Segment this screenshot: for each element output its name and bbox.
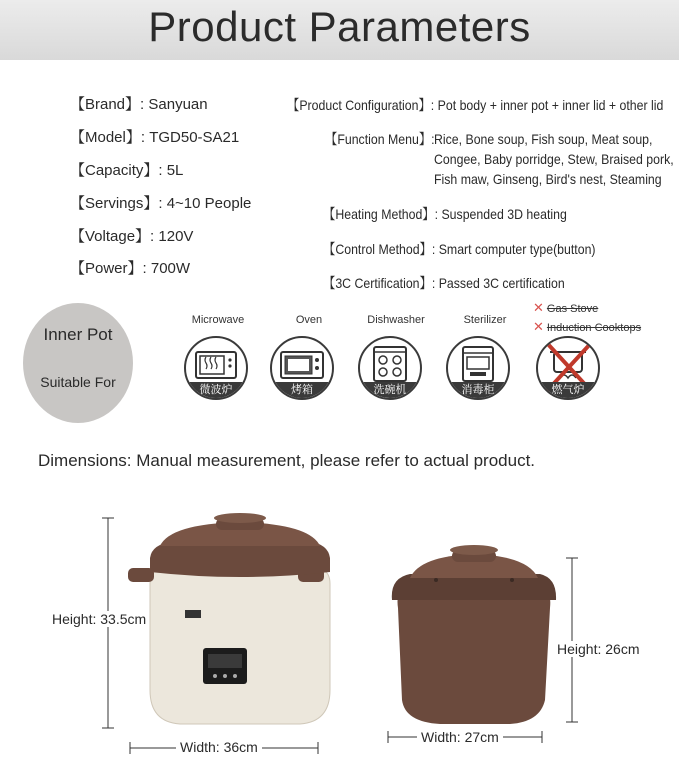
not-suitable-induction xyxy=(533,319,641,335)
dishwasher-zh-label: 洗碗机 xyxy=(360,382,420,400)
inner-height-label: Height: 26cm xyxy=(557,641,640,657)
label-dishwasher: Dishwasher xyxy=(367,314,425,326)
spec-key: 【Brand】: xyxy=(70,96,145,113)
spec-key: 【Model】: xyxy=(70,129,146,146)
spec-value: 700W xyxy=(150,260,191,277)
spec-capacity xyxy=(70,161,183,181)
inner-width-label: Width: 27cm xyxy=(417,729,503,745)
outer-width-label: Width: 36cm xyxy=(176,739,262,755)
slow-cooker-illustration xyxy=(0,460,679,760)
spec-key: 【Voltage】: xyxy=(70,228,155,245)
spec-value: Pot body + inner pot + inner lid + other lid xyxy=(437,97,664,113)
spec-key: 【Capacity】: xyxy=(70,162,163,179)
spec-3c-certification xyxy=(323,273,565,293)
spec-voltage xyxy=(70,227,193,247)
red-x-icon: ✕ xyxy=(533,300,544,315)
oven-zh-label: 烤箱 xyxy=(272,382,332,400)
spec-function-menu-values xyxy=(434,129,674,189)
inner-pot-badge xyxy=(23,303,133,423)
outer-height-label: Height: 33.5cm xyxy=(52,611,147,627)
microwave-icon xyxy=(184,336,248,400)
sterilizer-zh-label: 消毒柜 xyxy=(448,382,508,400)
not-suitable-gas-stove xyxy=(533,300,598,316)
dishwasher-icon xyxy=(358,336,422,400)
red-x-icon: ✕ xyxy=(533,319,544,334)
function-menu-line: Congee, Baby porridge, Stew, Braised pork, xyxy=(434,151,674,167)
page-title: Product Parameters xyxy=(148,3,531,50)
spec-key: 【Servings】: xyxy=(70,195,163,212)
inner-pot-subtitle: Suitable For xyxy=(40,374,116,390)
spec-power xyxy=(70,259,190,279)
label-oven: Oven xyxy=(295,314,323,326)
spec-value: TGD50-SA21 xyxy=(149,129,240,146)
gas-stove-zh-label: 燃气炉 xyxy=(538,382,598,400)
oven-icon xyxy=(270,336,334,400)
spec-value: Smart computer type(button) xyxy=(438,241,596,257)
spec-key: 【3C Certification】: xyxy=(323,275,436,291)
spec-heating-method xyxy=(323,204,567,224)
not-suitable-label: Induction Cooktops xyxy=(546,322,642,334)
spec-value: Sanyuan xyxy=(148,96,208,113)
label-microwave: Microwave xyxy=(191,314,245,326)
spec-model xyxy=(70,128,239,148)
spec-value: Suspended 3D heating xyxy=(441,206,567,222)
sterilizer-icon xyxy=(446,336,510,400)
spec-product-configuration xyxy=(287,95,663,115)
dimensions-note: Dimensions: Manual measurement, please refer to actual product. xyxy=(38,451,536,470)
spec-function-menu-key xyxy=(325,129,435,149)
inner-pot-title: Inner Pot xyxy=(43,325,113,344)
spec-value: 4~10 People xyxy=(166,195,252,212)
not-suitable-label: Gas Stove xyxy=(546,303,599,315)
spec-key: 【Function Menu】: xyxy=(325,131,435,147)
spec-key: 【Control Method】: xyxy=(323,241,436,257)
spec-key: 【Heating Method】: xyxy=(323,206,439,222)
spec-value: Passed 3C certification xyxy=(438,275,565,291)
gas-stove-crossed-icon xyxy=(536,336,600,400)
spec-value: 5L xyxy=(166,162,184,179)
spec-servings xyxy=(70,194,251,214)
spec-value: 120V xyxy=(158,228,194,245)
spec-brand xyxy=(70,95,208,115)
spec-key: 【Power】: xyxy=(70,260,147,277)
spec-key: 【Product Configuration】: xyxy=(287,97,435,113)
function-menu-line: Fish maw, Ginseng, Bird's nest, Steaming xyxy=(434,171,662,187)
microwave-zh-label: 微波炉 xyxy=(186,382,246,400)
label-sterilizer: Sterilizer xyxy=(463,314,507,326)
spec-control-method xyxy=(323,239,596,259)
function-menu-line: Rice, Bone soup, Fish soup, Meat soup, xyxy=(434,131,653,147)
header-banner xyxy=(0,0,679,60)
